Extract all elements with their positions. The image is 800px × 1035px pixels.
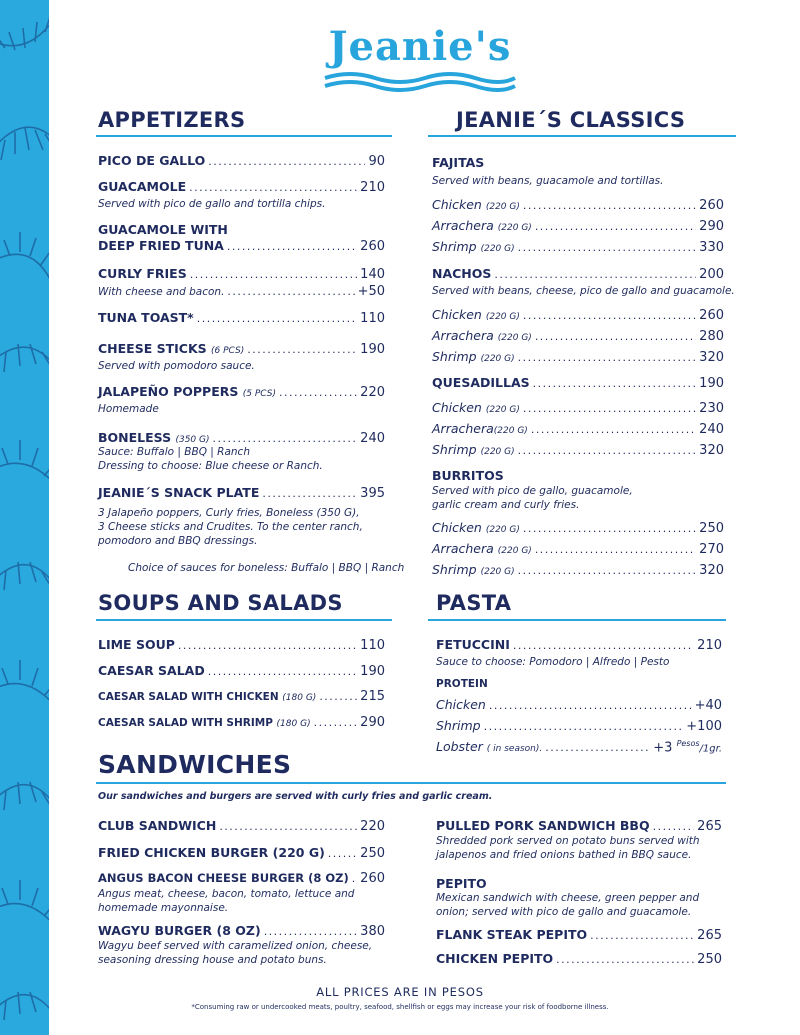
menu-item: Chicken ..... +40 <box>436 697 722 713</box>
menu-item: LIME SOUP ..... 110 <box>98 637 385 653</box>
menu-item: CAESAR SALAD ..... 190 <box>98 663 385 679</box>
wave-icon <box>320 70 520 92</box>
item-description: 3 Jalapeño poppers, Curly fries, Boneless (350 G), 3 Cheese sticks and Crudites. To the center ranch, pomodoro and BBQ dressings. <box>98 507 363 547</box>
protein-label: PROTEIN <box>436 678 488 690</box>
pasta-title: PASTA <box>436 591 512 615</box>
prices-note: ALL PRICES ARE IN PESOS <box>316 985 484 999</box>
menu-item: GUACAMOLE ..... 210 <box>98 179 385 195</box>
menu-item: JEANIE´S SNACK PLATE ..... 395 <box>98 485 385 501</box>
item-description: Angus meat, cheese, bacon, tomato, lettuce and homemade mayonnaise. <box>98 888 355 914</box>
item-description: Homemade <box>98 403 159 415</box>
category-name: PEPITO <box>436 876 487 891</box>
item-description: Mexican sandwich with cheese, green pepper and onion; served with pico de gallo and guacamole. <box>436 892 700 918</box>
menu-item: WAGYU BURGER (8 OZ) ..... 380 <box>98 923 385 939</box>
item-description: Served with beans, cheese, pico de gallo and guacamole. <box>432 285 735 297</box>
menu-item: Arrachera (220 G) ..... 290 <box>432 218 724 234</box>
menu-item: Shrimp (220 G) ..... 330 <box>432 239 724 255</box>
appetizers-title: APPETIZERS <box>98 108 246 132</box>
menu-item: Shrimp (220 G) ..... 320 <box>432 442 724 458</box>
menu-item: CURLY FRIES ..... 140 <box>98 266 385 282</box>
soups-rule <box>96 619 392 621</box>
category-name: FAJITAS <box>432 155 485 170</box>
item-description: Wagyu beef served with caramelized onion, cheese, seasoning dressing house and potato buns. <box>98 940 373 966</box>
menu-item: FRIED CHICKEN BURGER (220 G) ..... 250 <box>98 845 385 861</box>
menu-item: Arrachera (220 G) ..... 270 <box>432 541 724 557</box>
menu-item: CAESAR SALAD WITH SHRIMP (180 G) ..... 290 <box>98 715 385 730</box>
menu-item: JALAPEÑO POPPERS (5 PCS) ..... 220 <box>98 384 385 400</box>
brand-logo <box>315 24 525 96</box>
menu-item: Shrimp (220 G) ..... 320 <box>432 562 724 578</box>
soups-title: SOUPS AND SALADS <box>98 591 343 615</box>
menu-item: PICO DE GALLO ..... 90 <box>98 153 385 169</box>
sauce-note: Choice of sauces for boneless: Buffalo | BBQ | Ranch <box>128 562 405 574</box>
sandwiches-intro: Our sandwiches and burgers are served with curly fries and garlic cream. <box>98 791 493 802</box>
health-warning: *Consuming raw or undercooked meats, poultry, seafood, shellfish or eggs may increase your risk of foodborne illness. <box>191 1003 609 1011</box>
item-description: Shredded pork served on potato buns served with jalapenos and fried onions bathed in BBQ sauce. <box>436 835 700 861</box>
menu-item: Shrimp ..... +100 <box>436 718 722 734</box>
sandwiches-rule <box>96 782 726 784</box>
menu-item: Chicken (220 G) ..... 230 <box>432 400 724 416</box>
category-name: BURRITOS <box>432 468 504 483</box>
appetizers-rule <box>96 135 392 137</box>
menu-item: PULLED PORK SANDWICH BBQ ..... 265 <box>436 818 722 834</box>
menu-item: DEEP FRIED TUNA ..... 260 <box>98 238 385 254</box>
palm-leaf-icon <box>0 0 49 1035</box>
item-description: Sauce: Buffalo | BBQ | Ranch Dressing to choose: Blue cheese or Ranch. <box>98 446 323 472</box>
sandwiches-title: SANDWICHES <box>98 750 292 779</box>
menu-item: FETUCCINI ..... 210 <box>436 637 722 653</box>
item-description: Served with pico de gallo, guacamole, garlic cream and curly fries. <box>432 485 633 511</box>
menu-item: CHEESE STICKS (6 PCS) ..... 190 <box>98 341 385 357</box>
item-description: Served with pico de gallo and tortilla chips. <box>98 198 326 210</box>
menu-item-extra: With cheese and bacon. ..... +50 <box>98 284 385 299</box>
item-description: Served with pomodoro sauce. <box>98 360 255 372</box>
item-description: Sauce to choose: Pomodoro | Alfredo | Pesto <box>436 656 670 668</box>
menu-item: Arrachera(220 G) ..... 240 <box>432 421 724 437</box>
menu-item: QUESADILLAS ..... 190 <box>432 375 724 391</box>
pasta-rule <box>428 619 726 621</box>
menu-item: ANGUS BACON CHEESE BURGER (8 OZ) ..... 260 <box>98 871 385 886</box>
brand-name: Jeanie's <box>328 23 512 70</box>
menu-item: CHICKEN PEPITO ..... 250 <box>436 951 722 967</box>
leaf-pattern-strip <box>0 0 49 1035</box>
menu-item: Chicken (220 G) ..... 260 <box>432 197 724 213</box>
menu-item: Chicken (220 G) ..... 260 <box>432 307 724 323</box>
menu-item: Arrachera (220 G) ..... 280 <box>432 328 724 344</box>
menu-item: TUNA TOAST* ..... 110 <box>98 310 385 326</box>
item-name-line: GUACAMOLE WITH <box>98 222 228 237</box>
menu-item: Lobster ( in season). ..... +3 $^{Pesos}$/1gr. <box>436 739 722 755</box>
menu-item: NACHOS ..... 200 <box>432 266 724 282</box>
menu-item: Shrimp (220 G) ..... 320 <box>432 349 724 365</box>
classics-rule <box>428 135 736 137</box>
menu-item: BONELESS (350 G) ..... 240 <box>98 430 385 446</box>
menu-item: CAESAR SALAD WITH CHICKEN (180 G) ..... 215 <box>98 689 385 704</box>
menu-item: FLANK STEAK PEPITO ..... 265 <box>436 927 722 943</box>
menu-item: Chicken (220 G) ..... 250 <box>432 520 724 536</box>
item-description: Served with beans, guacamole and tortillas. <box>432 175 664 187</box>
classics-title: JEANIE´S CLASSICS <box>456 108 686 132</box>
menu-item: CLUB SANDWICH ..... 220 <box>98 818 385 834</box>
